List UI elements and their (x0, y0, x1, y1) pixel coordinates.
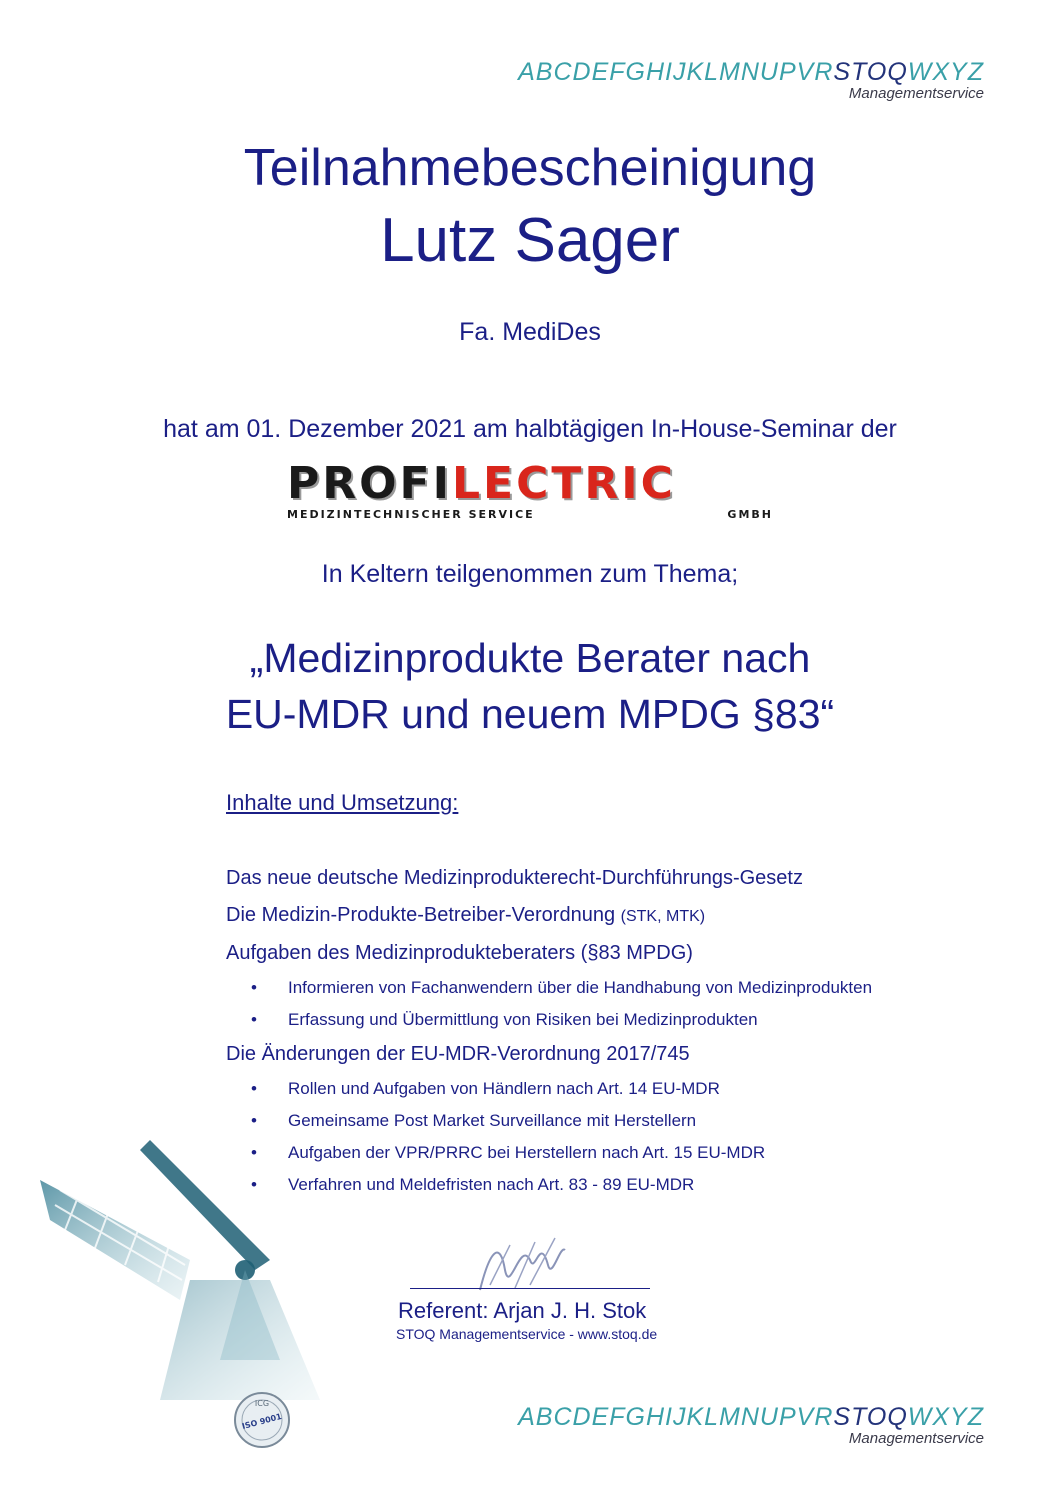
bullet-icon: • (251, 1111, 257, 1130)
stoq-letters-navy: STOQ (833, 1403, 908, 1431)
sub-list-text: Verfahren und Meldefristen nach Art. 83 - 89 EU-MDR (288, 1175, 695, 1194)
profilectric-tagline: MEDIZINTECHNISCHER SERVICE (287, 508, 535, 521)
stoq-subtitle: Managementservice (848, 85, 984, 102)
profilectric-wordmark (287, 458, 777, 509)
bullet-icon: • (251, 1143, 257, 1162)
content-item: Die Änderungen der EU-MDR-Verordnung 2017/745 (226, 1043, 690, 1065)
iso-seal-icon (232, 1390, 292, 1450)
sub-list-text: Rollen und Aufgaben von Händlern nach Art. 14 EU-MDR (288, 1079, 720, 1098)
stoq-letters-teal: ABCDEFGHIJKLMNUPVR (518, 58, 834, 86)
stoq-letters-teal: ABCDEFGHIJKLMNUPVR (518, 1403, 834, 1431)
stoq-letters (518, 1403, 984, 1432)
content-item: Aufgaben des Medizinprodukteberaters (§83 MPDG) (226, 942, 693, 964)
profilectric-suffix: GMBH (727, 508, 773, 521)
profilectric-logo (287, 458, 777, 524)
content-item-text: Die Medizin-Produkte-Betreiber-Verordnung (226, 904, 616, 926)
topic-intro: In Keltern teilgenommen zum Thema; (321, 560, 739, 588)
stoq-letters (518, 58, 984, 87)
bullet-icon: • (251, 1010, 257, 1029)
bullet-icon: • (251, 978, 257, 997)
profilectric-tagline-row (287, 508, 773, 521)
topic-line-1: „Medizinprodukte Berater nach (249, 635, 811, 681)
content-item: Das neue deutsche Medizinprodukterecht-Durchführungs-Gesetz (226, 867, 803, 889)
sub-list-item (226, 972, 946, 1004)
signature-line (410, 1288, 650, 1289)
topic-line-2: EU-MDR und neuem MPDG §83“ (225, 691, 835, 737)
profilectric-part2: LECTRIC (451, 458, 676, 509)
stoq-subtitle: Managementservice (848, 1430, 984, 1447)
content-item (226, 897, 946, 935)
stoq-letters-navy: STOQ (833, 58, 908, 86)
participant-name: Lutz Sager (380, 206, 680, 275)
seminar-topic (0, 630, 1060, 742)
referent-company: STOQ Managementservice - www.stoq.de (396, 1326, 658, 1342)
certificate-title: Teilnahmebescheinigung (243, 139, 817, 197)
bullet-icon: • (251, 1175, 257, 1194)
sub-list-text: Aufgaben der VPR/PRRC bei Herstellern nach Art. 15 EU-MDR (288, 1143, 766, 1162)
referent-name: Referent: Arjan J. H. Stok (398, 1298, 647, 1323)
stoq-logo-bottom (518, 1403, 984, 1447)
stoq-logo-top (518, 58, 984, 102)
participant-company: Fa. MediDes (459, 318, 601, 346)
contents-heading: Inhalte und Umsetzung: (226, 790, 459, 815)
profilectric-part1: PROFI (287, 458, 452, 509)
iso-seal-center-text: ISO 9001 (241, 1411, 283, 1432)
stoq-letters-teal-end: WXYZ (907, 1403, 984, 1431)
stoq-letters-teal-end: WXYZ (907, 58, 984, 86)
attendance-sentence: hat am 01. Dezember 2021 am halbtägigen In-House-Seminar der (163, 415, 897, 443)
signature-scribble-icon (470, 1230, 580, 1300)
sub-list-item (226, 1004, 946, 1036)
windmill-watermark-icon (20, 1130, 440, 1410)
sub-list-text: Erfassung und Übermittlung von Risiken bei Medizinprodukten (288, 1010, 758, 1029)
sub-list (226, 972, 946, 1036)
sub-list-text: Gemeinsame Post Market Surveillance mit Herstellern (288, 1111, 697, 1130)
iso-seal-top-text: ICG (254, 1399, 270, 1408)
bullet-icon: • (251, 1079, 257, 1098)
sub-list-text: Informieren von Fachanwendern über die Handhabung von Medizinprodukten (288, 978, 873, 997)
content-item-suffix: (STK, MTK) (620, 908, 706, 925)
sub-list-item (226, 1073, 946, 1105)
